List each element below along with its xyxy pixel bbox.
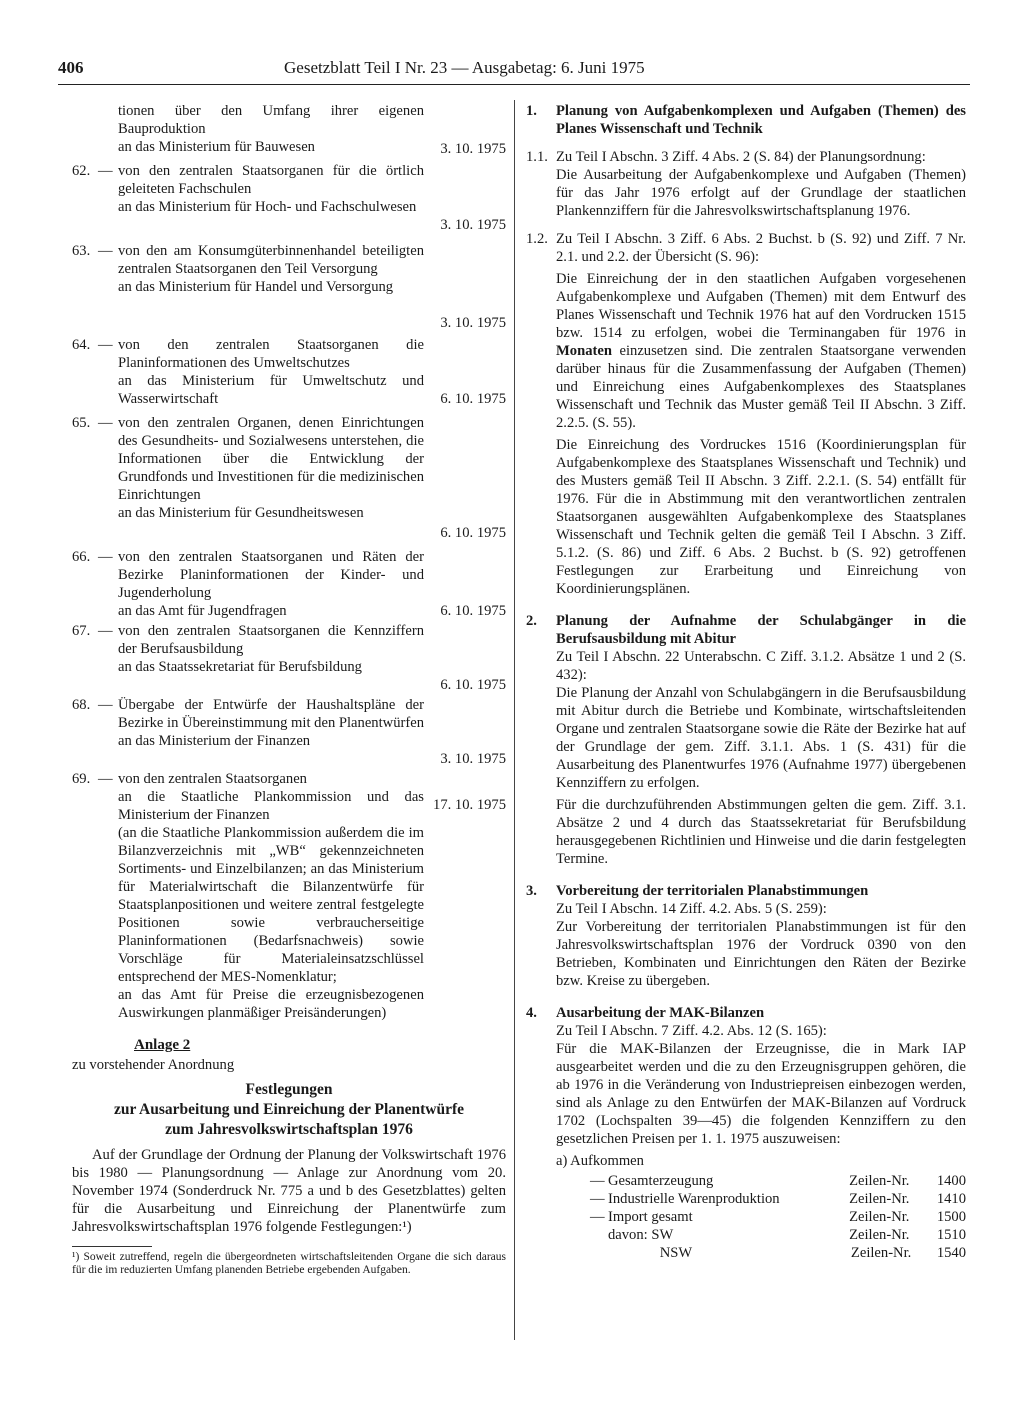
table-row: — Gesamterzeugung Zeilen-Nr. 1400	[590, 1173, 966, 1189]
section-title: Planung der Aufnahme der Schulabgänger in die Berufsausbildung mit Abitur	[556, 613, 966, 647]
section-1: 1. Planung von Aufgabenkomplexen und Aufgaben (Themen) des Planes Wissenschaft und Technik	[526, 103, 966, 137]
list-item	[72, 102, 506, 158]
paragraph: Die Ausarbeitung der Aufgabenkomplexe und Aufgaben (Themen) für das Jahr 1976 erfolgt auf der Grundlage der staatlichen Plankennziffern für die Jahresvolkswirtschaftsplanung 1976.	[556, 167, 966, 219]
footnote: ¹) Soweit zutreffend, regeln die übergeordneten wirtschaftsleitenden Organe die sich daraus für die im reduzierten Umfang planenden Betriebe ergebenden Aufgaben.	[72, 1251, 506, 1276]
entry-date: 6. 10. 1975	[440, 603, 506, 619]
entry-dest: an das Ministerium für Hoch- und Fachschulwesen	[118, 199, 417, 215]
annex-title: Anlage 2	[134, 1037, 191, 1053]
entry-number: 68.	[72, 697, 91, 713]
entry-number: 69.	[72, 771, 91, 787]
entry-dest: an das Ministerium für Bauwesen	[118, 139, 315, 155]
section-reference: Zu Teil I Abschn. 7 Ziff. 4.2. Abs. 12 (S. 165):	[556, 1023, 827, 1039]
entry-number: 67.	[72, 623, 91, 639]
table-row: davon: SW Zeilen-Nr. 1510	[607, 1227, 966, 1243]
running-title: Gesetzblatt Teil I Nr. 23 — Ausgabetag: 6. Juni 1975	[284, 58, 645, 77]
intro-paragraph: Auf der Grundlage der Ordnung der Planung der Volkswirtschaft 1976 bis 1980 — Planungsordnung — Anlage zur Anordnung vom 20. November 1974 (Sonderdruck Nr. 775 a und b des Gesetzblattes) gelten für die Ausarbeitung und Einreichung der Planentwürfe zum Jahresvolkswirtschaftsplan 1976 folgende Festlegungen:¹)	[72, 1147, 506, 1235]
section-1-1: 1.1. Zu Teil I Abschn. 3 Ziff. 4 Abs. 2 (S. 84) der Planungsordnung: Die Ausarbeitung der Aufgabenkomplexe und Aufgaben (Themen) für das Jahr 1976 erfolgt auf der Grundlage der staatlichen Plankennziffern für die Jahresvolkswirtschaftsplanung 1976.	[526, 149, 966, 219]
section-title: Planung von Aufgabenkomplexen und Aufgaben (Themen) des Planes Wissenschaft und Technik	[556, 103, 966, 137]
entry-date: 17. 10. 1975	[433, 797, 506, 813]
entry-date: 3. 10. 1975	[440, 217, 506, 233]
entry-paren: (an die Staatliche Plankommission außerdem die im Bilanzverzeichnis mit „WB“ gekennzeichneten Sortiments- und Einzelbilanzen; an das Ministerium für Materialwirtschaft die Bilanzentwürfe für Staatsplanpositionen und weitere zentral festgelegte Positionen sowie verbraucherseitige Planinformationen (Bedarfsnachweis) sowie Vorschläge für Materialeinsatzschlüssel entsprechend der MES-Nomenklatur;	[118, 825, 424, 985]
list-item: 68. — Übergabe der Entwürfe der Haushaltspläne der Bezirke in Übereinstimmung mit den Planentwürfen an das Ministerium der Finanzen 3. 10. 1975	[72, 697, 506, 767]
line-number-table	[590, 1172, 966, 1262]
paragraph: Die Einreichung des Vordruckes 1516 (Koordinierungsplan für Aufgabenkomplexe des Staatsplanes Wissenschaft und Technik) und des Musters gemäß Teil II Abschn. 3 Ziff. 2.2.1. (S. 54) entfällt für 1976. Für die in Abstimmung mit den verantwortlichen zentralen Staatsorganen ausgewählten Aufgabenkomplexe des Staatsplanes Wissenschaft und Technik gelten die gemäß Teil I Abschn. 3 Ziff. 5.1.2. (S. 86) und Ziff. 6 Abs. 2 Buchst. b (S. 92) getroffenen Festlegungen zur Erarbeitung und Einreichung von Koordinierungsplänen.	[556, 437, 966, 597]
paragraph: Für die durchzuführenden Abstimmungen gelten die gem. Ziff. 3.1. Absätze 2 und 4 durch das Staatssekretariat für Berufsbildung herausgegebenen Richtlinien und Hinweise und die darin festgelegten Termine.	[556, 797, 966, 867]
list-item: 63. — von den am Konsumgüterbinnenhandel beteiligten zentralen Staatsorganen den Teil Versorgung an das Ministerium für Handel und Versorgung 3. 10. 1975	[72, 243, 506, 331]
list-item: 64. — von den zentralen Staatsorganen die Planinformationen des Umweltschutzes an das Ministerium für Umweltschutz und Wasserwirtschaft 6. 10. 1975	[72, 337, 506, 407]
right-column	[526, 102, 966, 1262]
entry-number: 63.	[72, 243, 91, 259]
list-item: 65. — von den zentralen Organen, denen Einrichtungen des Gesundheits- und Sozialwesens unterstehen, die Informationen über die Entwicklung der Grundfonds und Investitionen für die medizinischen Einrichtungen an das Ministerium für Gesundheitswesen 6. 10. 1975	[72, 415, 506, 541]
table-row: — Industrielle Warenproduktion Zeilen-Nr. 1410	[590, 1191, 966, 1207]
entry-date: 3. 10. 1975	[440, 751, 506, 767]
section-reference: Zu Teil I Abschn. 3 Ziff. 4 Abs. 2 (S. 84) der Planungsordnung:	[556, 149, 926, 165]
section-reference: Zu Teil I Abschn. 14 Ziff. 4.2. Abs. 5 (S. 259):	[556, 901, 827, 917]
header-rule	[58, 84, 970, 85]
paragraph: Die Planung der Anzahl von Schulabgängern in die Berufsausbildung mit Abitur durch die Betriebe und Kombinate, wirtschaftsleitenden Organe und zentralen Staatsorgane sowie die Räte der Bezirke hat auf der Grundlage der gem. Ziff. 3.1.1. Abs. 1 (S. 431) für die Ausarbeitung des Planentwurfes 1976 (Aufnahme 1977) übergebenen Kennziffern zu erfolgen.	[556, 685, 966, 791]
entry-date: 6. 10. 1975	[440, 391, 506, 407]
entry-date: 6. 10. 1975	[440, 525, 506, 541]
entry-dest: an das Staatssekretariat für Berufsbildung	[118, 659, 362, 675]
entry-date: 6. 10. 1975	[440, 677, 506, 693]
entry-text: von den zentralen Staatsorganen die Kennziffern der Berufsausbildung	[118, 623, 424, 657]
section-heading: Festlegungen zur Ausarbeitung und Einreichung der Planentwürfe zum Jahresvolkswirtschaftsplan 1976	[113, 1081, 465, 1138]
section-4: 4. Ausarbeitung der MAK-Bilanzen Zu Teil I Abschn. 7 Ziff. 4.2. Abs. 12 (S. 165): Für die MAK-Bilanzen der Erzeugnisse, die in Mark IAP ausgearbeitet werden und die zu den Erzeugnisgruppen gehören, die ab 1976 in die Veränderung von Industriepreisen einbezogen werden, sind als Anlage zu den Entwürfen der MAK-Bilanzen auf Vordruck 1702 (Lochspalten 39—45) die folgenden Kennziffern zu den gesetzlichen Preisen per 1. 1. 1975 auszuweisen: a) Aufkommen — Gesamterzeugung Zeilen-Nr. 1400 — Industrielle Warenproduktion Zeilen-Nr. 1410 — Import gesamt Zeilen-Nr. 1500 davon: SW Zeilen-Nr. 1510 NSW Zeilen-Nr. 1540	[526, 1005, 966, 1261]
annex-subtitle: zu vorstehender Anordnung	[72, 1057, 235, 1073]
entry-text: von den zentralen Staatsorganen und Räten der Bezirke Planinformationen der Kinder- und Jugenderholung	[118, 549, 424, 601]
entry-dest: an das Ministerium für Umweltschutz und Wasserwirtschaft	[118, 373, 424, 407]
entry-text: Übergabe der Entwürfe der Haushaltspläne der Bezirke in Übereinstimmung mit den Planentwürfen an das Ministerium der Finanzen	[118, 697, 424, 749]
entry-dest: an das Ministerium für Gesundheitswesen	[118, 505, 364, 521]
left-column	[72, 102, 506, 1277]
entry-date: 3. 10. 1975	[440, 141, 506, 157]
list-item: 69. — von den zentralen Staatsorganen an die Staatliche Plankommission und das Ministerium der Finanzen (an die Staatliche Plankommission außerdem die im Bilanzverzeichnis mit „WB“ gekennzeichneten Sortiments- und Einzelbilanzen; an das Ministerium für Materialwirtschaft die Bilanzentwürfe für Staatsplanpositionen und weitere zentral festgelegte Positionen sowie verbraucherseitige Planinformationen (Bedarfsnachweis) sowie Vorschläge für Materialeinsatzschlüssel entsprechend der MES-Nomenklatur; an das Amt für Preise die erzeugnisbezogenen Auswirkungen planmäßiger Preisänderungen) 17. 10. 1975	[72, 771, 506, 1021]
entry-dest: an das Ministerium für Handel und Versorgung	[118, 279, 394, 295]
list-item: 62. — von den zentralen Staatsorganen für die örtlich geleiteten Fachschulen an das Ministerium für Hoch- und Fachschulwesen 3. 10. 1975	[72, 163, 506, 233]
entry-paren-2: an das Amt für Preise die erzeugnisbezogenen Auswirkungen planmäßiger Preisänderungen)	[118, 987, 424, 1021]
subheading: a) Aufkommen	[556, 1153, 644, 1169]
column-divider	[514, 100, 515, 1340]
section-reference: Zu Teil I Abschn. 3 Ziff. 6 Abs. 2 Buchst. b (S. 92) und Ziff. 7 Nr. 2.1. und 2.2. der Übersicht (S. 96):	[556, 231, 966, 265]
entry-text: von den am Konsumgüterbinnenhandel beteiligten zentralen Staatsorganen den Teil Versorgung	[118, 243, 424, 277]
entry-dest: an die Staatliche Plankommission und das Ministerium der Finanzen	[118, 789, 424, 823]
page-header	[58, 58, 968, 84]
section-title: Vorbereitung der territorialen Planabstimmungen	[556, 883, 869, 899]
entry-text: tionen über den Umfang ihrer eigenen Bauproduktion	[118, 103, 424, 137]
paragraph: Zur Vorbereitung der territorialen Planabstimmungen ist für den Jahresvolkswirtschaftsplan 1976 der Vordruck 0390 von den Betrieben, Kombinaten und Einrichtungen den Räten der Bezirke bzw. Kreise zu übergeben.	[556, 919, 966, 989]
entry-text: von den zentralen Staatsorganen für die örtlich geleiteten Fachschulen	[118, 163, 424, 197]
table-row: — Import gesamt Zeilen-Nr. 1500	[590, 1209, 966, 1225]
section-title: Ausarbeitung der MAK-Bilanzen	[556, 1005, 765, 1021]
entry-number: 66.	[72, 549, 91, 565]
entry-date: 3. 10. 1975	[440, 315, 506, 331]
paragraph: Für die MAK-Bilanzen der Erzeugnisse, die in Mark IAP ausgearbeitet werden und die zu den Erzeugnisgruppen gehören, die ab 1976 in die Veränderung von Industriepreisen einbezogen werden, sind als Anlage zu den Entwürfen der MAK-Bilanzen auf Vordruck 1702 (Lochspalten 39—45) die folgenden Kennziffern zu den gesetzlichen Preisen per 1. 1. 1975 auszuweisen:	[556, 1041, 966, 1147]
table-row: NSW Zeilen-Nr. 1540	[659, 1245, 966, 1261]
footnote-rule	[72, 1246, 152, 1247]
page-number: 406	[58, 58, 84, 77]
entry-text: von den zentralen Staatsorganen die Planinformationen des Umweltschutzes	[118, 337, 424, 371]
entry-dest: an das Amt für Jugendfragen	[118, 603, 287, 619]
entry-number: 65.	[72, 415, 91, 431]
entry-text: von den zentralen Organen, denen Einrichtungen des Gesundheits- und Sozialwesens unterstehen, die Informationen über die Entwicklung der Grundfonds und Investitionen für die medizinischen Einrichtungen	[118, 415, 424, 503]
section-reference: Zu Teil I Abschn. 22 Unterabschn. C Ziff. 3.1.2. Absätze 1 und 2 (S. 432):	[556, 649, 966, 683]
entry-number: 62.	[72, 163, 91, 179]
section-2: 2. Planung der Aufnahme der Schulabgänger in die Berufsausbildung mit Abitur Zu Teil I Abschn. 22 Unterabschn. C Ziff. 3.1.2. Absätze 1 und 2 (S. 432): Die Planung der Anzahl von Schulabgängern in die Berufsausbildung mit Abitur durch die Betriebe und Kombinate, wirtschaftsleitenden Organe und zentralen Staatsorgane sowie die Räte der Bezirke hat auf der Grundlage der gem. Ziff. 3.1.1. Abs. 1 (S. 431) für die Ausarbeitung des Planentwurfes 1976 (Aufnahme 1977) übergebenen Kennziffern zu erfolgen. Für die durchzuführenden Abstimmungen gelten die gem. Ziff. 3.1. Absätze 2 und 4 durch das Staatssekretariat für Berufsbildung herausgegebenen Richtlinien und Hinweise und die darin festgelegten Termine.	[526, 613, 966, 867]
entry-text: von den zentralen Staatsorganen	[118, 771, 307, 787]
section-1-2: 1.2. Zu Teil I Abschn. 3 Ziff. 6 Abs. 2 Buchst. b (S. 92) und Ziff. 7 Nr. 2.1. und 2.2. der Übersicht (S. 96): Die Einreichung der in den staatlichen Aufgaben vorgesehenen Aufgabenkomplexe und Aufgaben (Themen) mit dem Entwurf des Planes Wissenschaft und Technik 1976 hat auf den Vordrucken 1515 bzw. 1514 zu erfolgen, wobei die Terminangaben für 1976 in Monaten einzusetzen sind. Die zentralen Staatsorgane verwenden darüber hinaus für die Zusammenfassung der Aufgaben (Themen) und Einreichung eines Aufgabenkomplexes des Staatsplanes Wissenschaft und Technik das Muster gemäß Teil II Abschn. 3 Ziff. 2.2.5. (S. 55). Die Einreichung des Vordruckes 1516 (Koordinierungsplan für Aufgabenkomplexe des Staatsplanes Wissenschaft und Technik) und des Musters gemäß Teil II Abschn. 3 Ziff. 2.2.1. (S. 54) entfällt für 1976. Für die in Abstimmung mit den verantwortlichen zentralen Staatsorganen ausgewählten Aufgabenkomplexe des Staatsplanes Wissenschaft und Technik gelten die gemäß Teil I Abschn. 3 Ziff. 5.1.2. (S. 86) und Ziff. 6 Abs. 2 Buchst. b (S. 92) getroffenen Festlegungen zur Erarbeitung und Einreichung von Koordinierungsplänen.	[526, 231, 966, 597]
section-3: 3. Vorbereitung der territorialen Planabstimmungen Zu Teil I Abschn. 14 Ziff. 4.2. Abs. 5 (S. 259): Zur Vorbereitung der territorialen Planabstimmungen ist für den Jahresvolkswirtschaftsplan 1976 der Vordruck 0390 von den Betrieben, Kombinaten und Einrichtungen den Räten der Bezirke bzw. Kreise zu übergeben.	[526, 883, 966, 989]
entry-number: 64.	[72, 337, 91, 353]
list-item: 66. — von den zentralen Staatsorganen und Räten der Bezirke Planinformationen der Kinder- und Jugenderholung an das Amt für Jugendfragen 6. 10. 1975	[72, 549, 506, 619]
list-item: 67. — von den zentralen Staatsorganen die Kennziffern der Berufsausbildung an das Staatssekretariat für Berufsbildung 6. 10. 1975	[72, 623, 506, 693]
paragraph: Die Einreichung der in den staatlichen Aufgaben vorgesehenen Aufgabenkomplexe und Aufgaben (Themen) mit dem Entwurf des Planes Wissenschaft und Technik 1976 hat auf den Vordrucken 1515 bzw. 1514 zu erfolgen, wobei die Terminangaben für 1976 in Monaten einzusetzen sind. Die zentralen Staatsorgane verwenden darüber hinaus für die Zusammenfassung der Aufgaben (Themen) und Einreichung eines Aufgabenkomplexes des Staatsplanes Wissenschaft und Technik das Muster gemäß Teil II Abschn. 3 Ziff. 2.2.5. (S. 55).	[556, 271, 966, 431]
